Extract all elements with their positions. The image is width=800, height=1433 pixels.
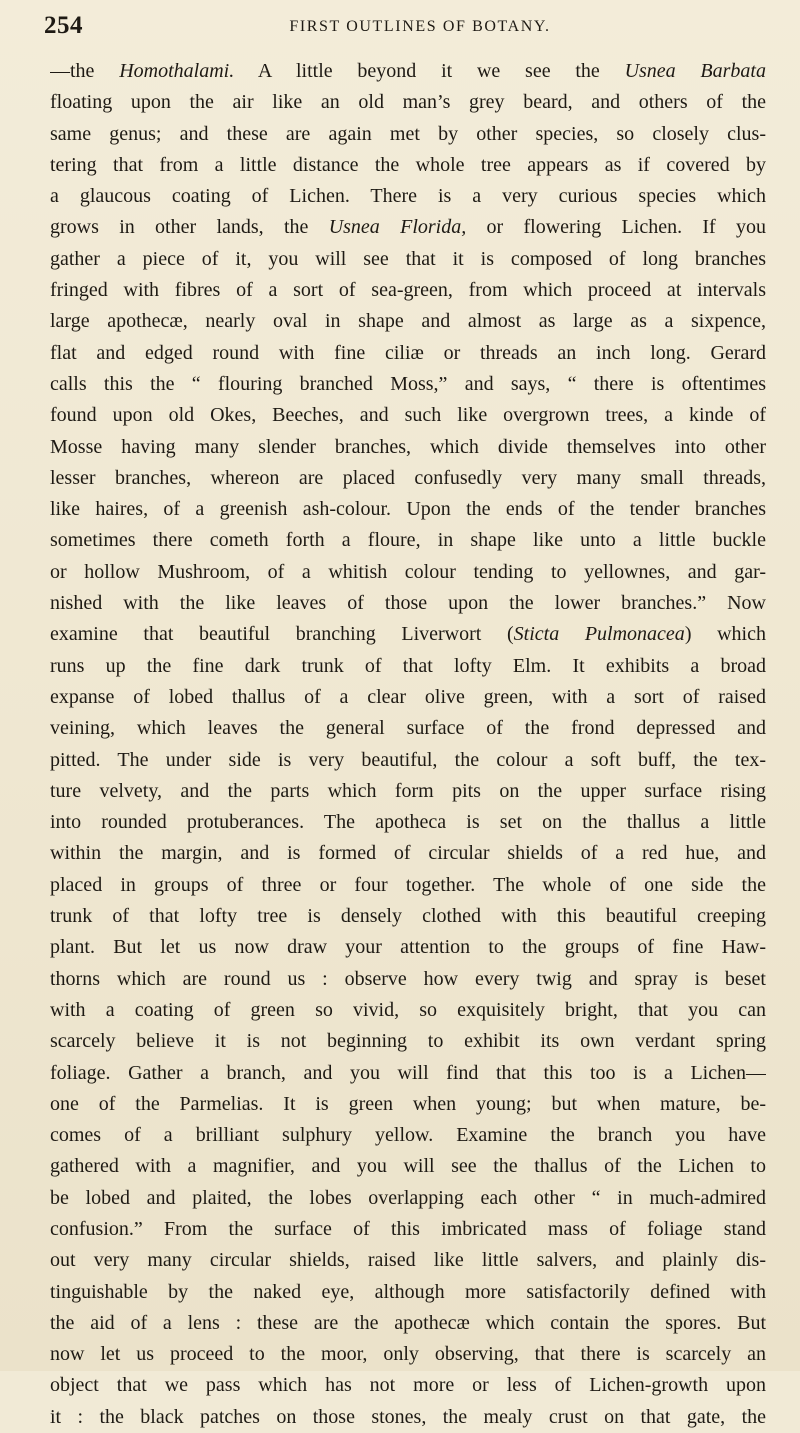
text-segment: pitted. The under side is very beautiful, the colour a soft buff, the tex- [50, 748, 766, 771]
text-line [50, 494, 766, 525]
text-line [50, 682, 766, 713]
text-line [50, 119, 766, 150]
text-line [50, 56, 766, 87]
text-line [50, 1183, 766, 1214]
text-line [50, 588, 766, 619]
text-line [50, 776, 766, 807]
text-segment: with a coating of green so vivid, so exquisitely bright, that you can [50, 998, 766, 1021]
text-line [50, 181, 766, 212]
text-line [50, 1026, 766, 1057]
text-segment: a glaucous coating of Lichen. There is a very curious species which [50, 185, 766, 208]
text-line [50, 1089, 766, 1120]
text-segment: same genus; and these are again met by other species, so closely clus- [50, 122, 766, 145]
text-segment: —the [50, 60, 120, 82]
text-segment: object that we pass which has not more or less of Lichen-growth upon [50, 1374, 766, 1397]
text-line [50, 150, 766, 181]
text-segment: out very many circular shields, raised like little salvers, and plainly dis- [50, 1249, 766, 1272]
text-segment: grows in other lands, the [50, 216, 329, 239]
text-line [50, 713, 766, 744]
text-line [50, 1151, 766, 1182]
text-segment: veining, which leaves the general surface of the frond depressed and [50, 717, 766, 740]
body-text [50, 56, 766, 1433]
page-number: 254 [44, 12, 83, 39]
text-line [50, 400, 766, 431]
text-line [50, 275, 766, 306]
text-segment: like haires, of a greenish ash-colour. Upon the ends of the tender branches [50, 498, 766, 521]
text-segment: sometimes there cometh forth a floure, in shape like unto a little buckle [50, 529, 766, 552]
text-segment: comes of a brilliant sulphury yellow. Examine the branch you have [50, 1124, 766, 1147]
text-segment: ture velvety, and the parts which form pits on the upper surface rising [50, 779, 766, 802]
text-line [50, 1402, 766, 1433]
text-segment: nished with the like leaves of those upon the lower branches.” Now [50, 592, 766, 615]
text-line [50, 995, 766, 1026]
running-title: FIRST OUTLINES OF BOTANY. [289, 18, 551, 35]
text-line [50, 870, 766, 901]
text-line [50, 557, 766, 588]
text-line [50, 1308, 766, 1339]
running-head [44, 12, 760, 46]
text-segment: placed in groups of three or four together. The whole of one side the [50, 873, 766, 896]
text-segment: or flowering Lichen. If you [466, 216, 766, 239]
text-segment: found upon old Okes, Beeches, and such like overgrown trees, a kinde of [50, 404, 766, 427]
italic-text: Usnea Barbata [624, 60, 766, 82]
text-segment: tinguishable by the naked eye, although more satisfactorily defined with [50, 1280, 766, 1303]
text-segment: flat and edged round with fine ciliæ or threads an inch long. Gerard [50, 341, 766, 364]
text-segment: lesser branches, whereon are placed confusedly very many small threads, [50, 466, 766, 489]
text-line [50, 1245, 766, 1276]
text-segment: tering that from a little distance the whole tree appears as if covered by [50, 153, 766, 176]
text-segment: runs up the fine dark trunk of that lofty Elm. It exhibits a broad [50, 654, 766, 677]
text-line [50, 306, 766, 337]
text-segment: be lobed and plaited, the lobes overlapping each other “ in much-admired [50, 1186, 766, 1209]
text-segment: gather a piece of it, you will see that it is composed of long branches [50, 247, 766, 270]
text-segment: calls this the “ flouring branched Moss,” and says, “ there is oftentimes [50, 372, 766, 395]
text-line [50, 901, 766, 932]
text-segment: large apothecæ, nearly oval in shape and almost as large as a sixpence, [50, 310, 766, 333]
italic-text: Homothalami. [119, 60, 235, 82]
text-line [50, 619, 766, 650]
text-segment: it : the black patches on those stones, the mealy crust on that gate, the [50, 1405, 766, 1428]
text-segment: floating upon the air like an old man’s grey beard, and others of the [50, 91, 766, 114]
text-segment: or hollow Mushroom, of a whitish colour tending to yellownes, and gar- [50, 560, 766, 583]
text-line [50, 964, 766, 995]
text-segment: A little beyond it we see the [234, 60, 625, 82]
text-line [50, 87, 766, 118]
text-line [50, 932, 766, 963]
text-line [50, 807, 766, 838]
text-line [50, 1370, 766, 1401]
text-segment: scarcely believe it is not beginning to exhibit its own verdant spring [50, 1030, 766, 1053]
text-line [50, 1120, 766, 1151]
text-segment: the aid of a lens : these are the apothecæ which contain the spores. But [50, 1311, 766, 1334]
text-line [50, 745, 766, 776]
text-segment: trunk of that lofty tree is densely clothed with this beautiful creeping [50, 905, 766, 928]
text-line [50, 1339, 766, 1370]
text-segment: ) which [684, 623, 766, 646]
text-line [50, 1214, 766, 1245]
text-segment: confusion.” From the surface of this imbricated mass of foliage stand [50, 1217, 766, 1240]
text-line [50, 212, 766, 243]
text-segment: gathered with a magnifier, and you will see the thallus of the Lichen to [50, 1155, 766, 1178]
text-line [50, 1277, 766, 1308]
text-segment: expanse of lobed thallus of a clear olive green, with a sort of raised [50, 685, 766, 708]
text-line [50, 432, 766, 463]
text-line [50, 838, 766, 869]
text-line [50, 244, 766, 275]
italic-text: Usnea Florida, [328, 216, 467, 239]
text-segment: fringed with fibres of a sort of sea-green, from which proceed at intervals [50, 279, 766, 302]
text-segment: now let us proceed to the moor, only observing, that there is scarcely an [50, 1343, 766, 1366]
text-segment: into rounded protuberances. The apotheca is set on the thallus a little [50, 811, 766, 834]
text-line [50, 651, 766, 682]
text-line [50, 338, 766, 369]
text-segment: one of the Parmelias. It is green when young; but when mature, be- [50, 1092, 766, 1115]
text-line [50, 369, 766, 400]
text-segment: plant. But let us now draw your attention to the groups of fine Haw- [50, 936, 766, 959]
text-segment: foliage. Gather a branch, and you will find that this too is a Lichen— [50, 1061, 766, 1084]
text-segment: within the margin, and is formed of circular shields of a red hue, and [50, 842, 766, 865]
text-segment: thorns which are round us : observe how every twig and spray is beset [50, 967, 766, 990]
text-line [50, 463, 766, 494]
italic-text: Sticta Pulmonacea [513, 623, 685, 646]
text-segment: examine that beautiful branching Liverwort ( [50, 623, 514, 646]
text-segment: Mosse having many slender branches, which divide themselves into other [50, 435, 766, 458]
text-line [50, 525, 766, 556]
text-line [50, 1058, 766, 1089]
